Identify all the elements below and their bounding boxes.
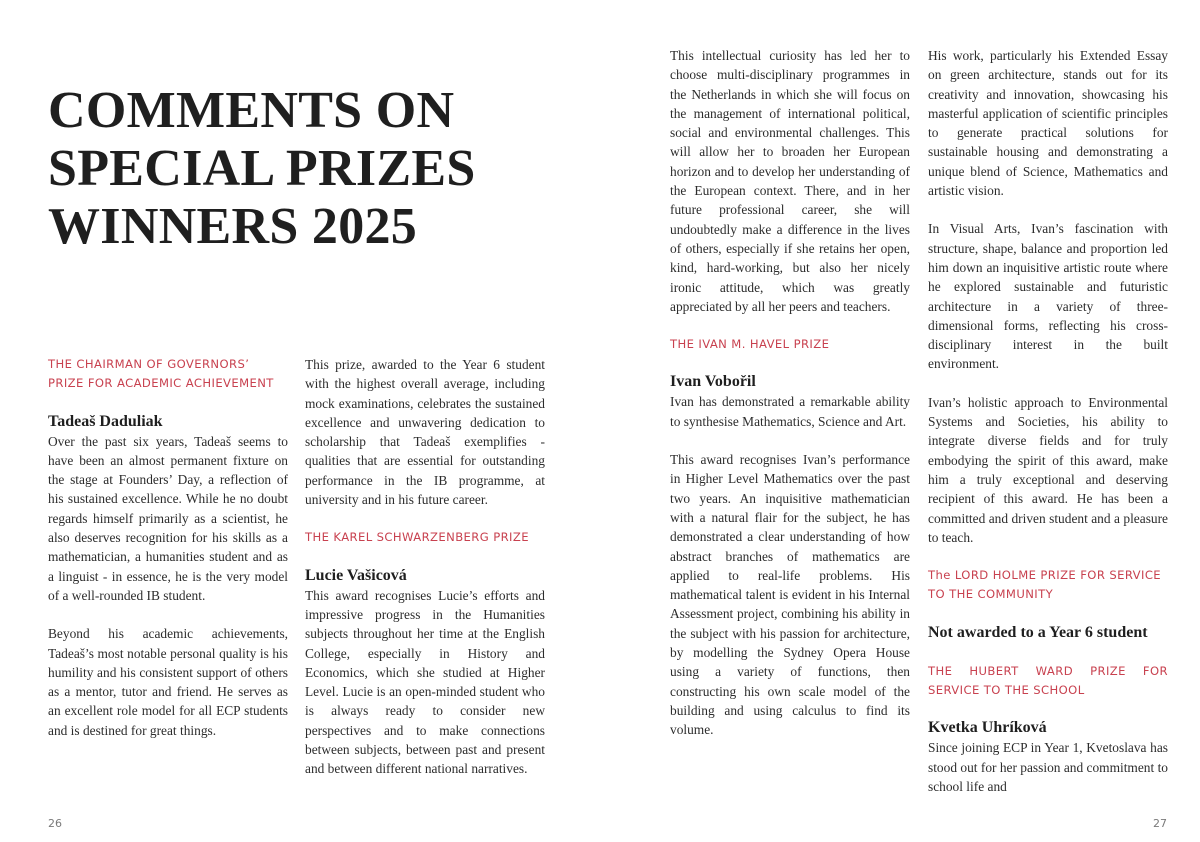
winner-name-ivan: Ivan Vobořil (670, 373, 756, 391)
paragraph: This award recognises Ivan’s performance in Higher Level Mathematics over the past two years. An inquisitive mathematician with a natural flair for the subject, he has demonstrated a clear understanding of how abstract branches of mathematics are applied to real-life problems. His mathematical talent is evident in his Internal Assessment project, combining his ability in the subject with his passion for architecture, by modelling the Sydney Opera House using a variety of functions, then constructing his own scale model of the building and using calculus to find its volume. (670, 452, 910, 738)
title-line-2: SPECIAL PRIZES (48, 140, 476, 197)
title-line-1: COMMENTS ON (48, 82, 455, 139)
prize-heading-havel: THE IVAN M. HAVEL PRIZE (670, 337, 830, 352)
winner-name-tadeas: Tadeaš Daduliak (48, 412, 163, 430)
prize-heading-lord-holme: The LORD HOLME PRIZE FOR SERVICE TO THE COMMUNITY (928, 568, 1162, 602)
paragraph: Beyond his academic achievements, Tadeaš’s most notable personal quality is his humility and his consistent support of others as a mentor, tutor and friend. He serves as an excellent role model for all ECP students and is destined for great things. (48, 626, 288, 738)
column-1 (48, 355, 288, 740)
column-3 (670, 46, 910, 740)
column-2 (305, 355, 545, 779)
paragraph: In Visual Arts, Ivan’s fascination with structure, shape, balance and proportion led him down an inquisitive artistic route where he explored sustainable and futuristic architecture in a variety of three- dimensional forms, reflecting his cross-disciplinary interest in the built environment. (928, 221, 1168, 372)
prize-heading-hubert-ward: THE HUBERT WARD PRIZE FOR SERVICE TO THE SCHOOL (928, 663, 1168, 698)
prize-heading-chairman: THE CHAIRMAN OF GOVERNORS’ PRIZE FOR ACADEMIC ACHIEVEMENT (48, 357, 274, 391)
paragraph: Over the past six years, Tadeaš seems to have been an almost permanent fixture on the stage at Founders’ Day, a reflection of his sustained excellence. While he no doubt regards himself primarily as a scientist, he also deserves recognition for his skills as a mathematician, a humanities student and as a linguist - in essence, he is the very model of a well-rounded IB student. (48, 433, 288, 603)
page-number-left: 26 (48, 817, 62, 830)
page-number-right: 27 (1153, 817, 1167, 830)
page-title (48, 82, 488, 256)
paragraph: Ivan has demonstrated a remarkable ability to synthesise Mathematics, Science and Art. (670, 394, 910, 429)
paragraph: This award recognises Lucie’s efforts and impressive progress in the Humanities subjects throughout her time at the English College, especially in History and Economics, which she studied at Higher Level. Lucie is an open-minded student who is always ready to consider new perspectives and to make connections between subjects, between past and present and between different national narratives. (305, 587, 545, 777)
column-4 (928, 46, 1168, 796)
winner-name-kvetka: Kvetka Uhríková (928, 719, 1047, 737)
paragraph: Ivan’s holistic approach to Environmental Systems and Societies, his ability to integrate diverse fields and for truly embodying the spirit of this award, make him a truly exceptional and deserving recipient of this award. He has been a committed and driven student and a pleasure to teach. (928, 394, 1168, 545)
paragraph: This intellectual curiosity has led her to choose multi-disciplinary programmes in the Netherlands in which she will focus on the management of international political, social and environmental challenges. This will allow her to broaden her European horizon and to develop her understanding of the European context. There, and in her future professional career, she will undoubtedly make a difference in the lives of others, especially if she retains her open, kind, hard-working, but also her nicely ironic attitude, which was greatly appreciated by all her peers and teachers. (670, 48, 910, 314)
paragraph: His work, particularly his Extended Essay on green architecture, stands out for its creativity and innovation, showcasing his masterful application of scientific principles to generate practical solutions for sustainable housing and demonstrating a unique blend of Science, Mathematics and artistic vision. (928, 48, 1168, 199)
prize-heading-schwarzenberg: THE KAREL SCHWARZENBERG PRIZE (305, 530, 529, 545)
title-line-3: WINNERS 2025 (48, 198, 418, 255)
winner-name-not-awarded: Not awarded to a Year 6 student (928, 623, 1148, 641)
winner-name-lucie: Lucie Vašicová (305, 566, 407, 584)
paragraph: This prize, awarded to the Year 6 student with the highest overall average, including mock examinations, celebrates the sustained excellence and unwavering dedication to scholarship that Tadeaš exemplifies - qualities that are essential for outstanding performance in the IB programme, at university and in his future career. (305, 357, 545, 508)
paragraph: Since joining ECP in Year 1, Kvetoslava has stood out for her passion and commitment to school life and (928, 740, 1168, 794)
